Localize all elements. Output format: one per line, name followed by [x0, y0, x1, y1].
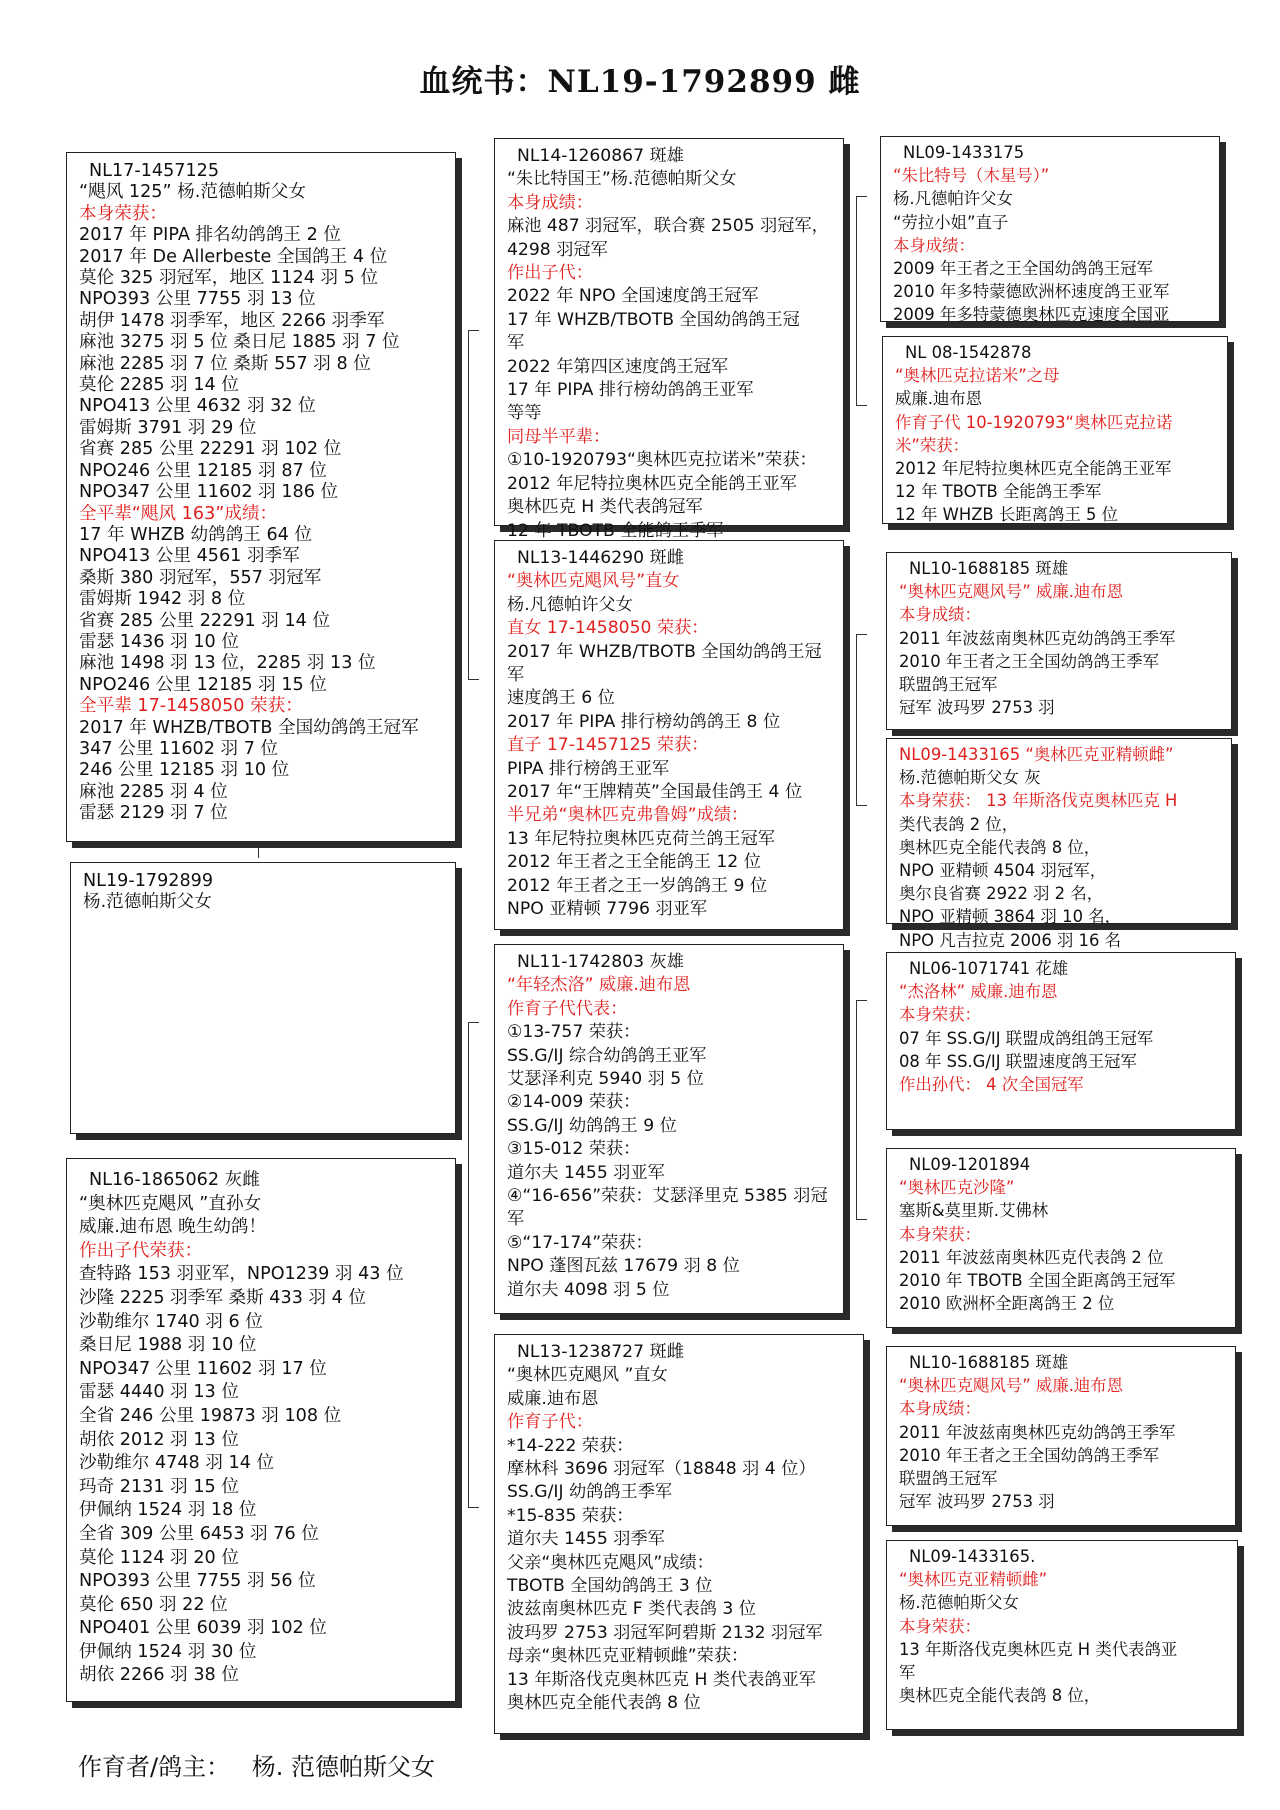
pedigree-line: “朱比特号（木星号）” — [893, 166, 1050, 186]
pedigree-line: 沙勒维尔 4748 羽 14 位 — [79, 1453, 275, 1474]
pedigree-line: 本身荣获： — [899, 1616, 981, 1636]
pedigree-line: 莫伦 2285 羽 14 位 — [79, 375, 239, 396]
pedigree-line: 威廉.迪布恩 — [507, 1388, 599, 1409]
sire-dam-box — [494, 540, 844, 930]
pedigree-line: NPO347 公里 11602 羽 17 位 — [79, 1358, 327, 1379]
pedigree-line: 2010 年王者之王全国幼鸽鸽王季军 — [899, 651, 1160, 671]
breeder-name: 杨. 范德帕斯父女 — [251, 1753, 435, 1781]
pedigree-line: NPO 亚精顿 4504 羽冠军， — [899, 861, 1107, 881]
pedigree-line: 2010 年多特蒙德欧洲杯速度鸽王亚军 — [893, 282, 1170, 302]
pedigree-line: “奥林匹克飓风 ”直孙女 — [79, 1193, 262, 1214]
pedigree-line: 联盟鸽王冠军 — [899, 675, 998, 695]
pedigree-line: SS.G/IJ 综合幼鸽鸽王亚军 — [507, 1045, 707, 1066]
pedigree-line: TBOTB 全国幼鸽鸽王 3 位 — [507, 1576, 713, 1597]
pedigree-line: 246 公里 12185 羽 10 位 — [79, 760, 290, 781]
pedigree-line: 麻池 487 羽冠军，联合赛 2505 羽冠军， — [507, 216, 829, 237]
ring-number: NL09-1433165 “奥林匹克亚精顿雌” — [899, 745, 1174, 764]
pedigree-line: “奥林匹克飓风号” 威廉.迪布恩 — [899, 1376, 1124, 1396]
pedigree-line: 2022 年第四区速度鸽王冠军 — [507, 356, 729, 377]
ring-number: NL09-1433165. — [909, 1547, 1036, 1566]
pedigree-line: NPO246 公里 12185 羽 87 位 — [79, 460, 327, 481]
pedigree-line: 2009 年多特蒙德奥林匹克速度全国亚 — [893, 305, 1170, 325]
connector-ss — [856, 196, 867, 406]
pedigree-line: 17 年 WHZB 幼鸽鸽王 64 位 — [79, 524, 313, 545]
page-title: 血统书：NL19-1792899 雌 — [419, 64, 861, 100]
pedigree-line: 13 年尼特拉奥林匹克荷兰鸽王冠军 — [507, 828, 775, 849]
pedigree-line: 类代表鸽 2 位， — [899, 814, 1019, 834]
pedigree-line: 13 年斯洛伐克奥林匹克 H 类代表鸽亚 — [899, 1639, 1178, 1659]
pedigree-line: NPO413 公里 4632 羽 32 位 — [79, 396, 316, 417]
pedigree-line: 速度鸽王 6 位 — [507, 688, 615, 709]
pedigree-line: 作出子代荣获： — [79, 1240, 203, 1261]
pedigree-line: 2011 年波兹南奥林匹克幼鸽鸽王季军 — [899, 628, 1176, 648]
pedigree-line: 本身荣获： — [899, 1224, 981, 1244]
breeder-label: 作育者/鸽主： — [78, 1753, 231, 1781]
pedigree-line: 杨.范德帕斯父女 — [899, 1593, 1019, 1613]
pedigree-line: NPO 蓬图瓦兹 17679 羽 8 位 — [507, 1256, 740, 1277]
pedigree-line: *14-222 荣获： — [507, 1435, 634, 1456]
pedigree-line: 本身荣获： — [79, 203, 167, 224]
pedigree-line: “朱比特国王”杨.范德帕斯父女 — [507, 169, 737, 190]
pedigree-line: 2010 年 TBOTB 全国全距离鸽王冠军 — [899, 1271, 1176, 1291]
pedigree-line: 作育子代： — [507, 1412, 593, 1433]
pedigree-line: 波玛罗 2753 羽冠军阿碧斯 2132 羽冠军 — [507, 1622, 823, 1643]
pedigree-line: NPO 亚精顿 7796 羽亚军 — [507, 899, 708, 920]
pedigree-line: 12 年 WHZB 长距离鸽王 5 位 — [895, 505, 1119, 525]
pedigree-line: 13 年斯洛伐克奥林匹克 H 类代表鸽亚军 — [507, 1669, 816, 1690]
pedigree-line: 作出孙代： 4 次全国冠军 — [899, 1075, 1084, 1095]
pedigree-line: 母亲“奥林匹克亚精顿雌”荣获： — [507, 1646, 749, 1667]
pedigree-line: 奥林匹克全能代表鸽 8 位， — [899, 1686, 1101, 1706]
pedigree-line: 省赛 285 公里 22291 羽 14 位 — [79, 610, 331, 631]
pedigree-line: 本身成绩： — [507, 192, 593, 213]
dam-dam-dam-box — [886, 1540, 1238, 1730]
pedigree-line: 2011 年波兹南奥林匹克代表鸽 2 位 — [899, 1247, 1164, 1267]
pedigree-line: NPO246 公里 12185 羽 15 位 — [79, 674, 327, 695]
pedigree-line: 半兄弟“奥林匹克弗鲁姆”成绩： — [507, 805, 749, 826]
pedigree-line: 2012 年尼特拉奥林匹克全能鸽王亚军 — [895, 459, 1172, 479]
pedigree-line: 本身成绩： — [899, 605, 981, 625]
pedigree-line: 玛奇 2131 羽 15 位 — [79, 1476, 239, 1497]
pedigree-line: *15-835 荣获： — [507, 1505, 634, 1526]
pedigree-line: 2012 年王者之王一岁鸽鸽王 9 位 — [507, 875, 768, 896]
pedigree-line: NPO 亚精顿 3864 羽 10 名， — [899, 907, 1122, 927]
ring-number: NL10-1688185 斑雄 — [909, 1353, 1069, 1372]
ring-number: NL14-1260867 斑雄 — [517, 146, 684, 166]
ring-number: NL06-1071741 花雄 — [909, 959, 1069, 978]
ring-number: NL10-1688185 斑雄 — [909, 559, 1069, 578]
pedigree-line: 艾瑟泽利克 5940 羽 5 位 — [507, 1069, 704, 1090]
dam-box — [66, 1158, 456, 1702]
pedigree-line: 军 — [507, 333, 525, 354]
pedigree-line: 作出子代： — [507, 263, 593, 284]
pedigree-line: 军 — [899, 1663, 916, 1683]
pedigree-line: 雷姆斯 1942 羽 8 位 — [79, 589, 246, 610]
pedigree-line: 沙隆 2225 羽季军 桑斯 433 羽 4 位 — [79, 1287, 367, 1308]
dam-dam-sire-box — [886, 1346, 1236, 1526]
pedigree-line: 米”荣获： — [895, 435, 970, 455]
pedigree-line: 本身成绩： — [899, 1399, 981, 1419]
pedigree-line: ①10-1920793“奥林匹克拉诺米”荣获： — [507, 450, 817, 471]
pedigree-line: 奥林匹克 H 类代表鸽冠军 — [507, 497, 703, 518]
subject-box — [70, 862, 456, 1134]
pedigree-line: NPO401 公里 6039 羽 102 位 — [79, 1618, 327, 1639]
pedigree-line: 查特路 153 羽亚军，NPO1239 羽 43 位 — [79, 1264, 404, 1285]
pedigree-line: NPO413 公里 4561 羽季军 — [79, 546, 300, 567]
pedigree-line: 347 公里 11602 羽 7 位 — [79, 738, 279, 759]
pedigree-line: ①13-757 荣获： — [507, 1022, 641, 1043]
pedigree-line: ②14-009 荣获： — [507, 1092, 641, 1113]
pedigree-line: “奥林匹克飓风号”直女 — [507, 571, 680, 592]
pedigree-line: 作育子代 10-1920793“奥林匹克拉诺 — [895, 412, 1173, 432]
pedigree-line: 2017 年 PIPA 排行榜幼鸽鸽王 8 位 — [507, 711, 781, 732]
ring-number: NL09-1201894 — [909, 1155, 1031, 1174]
pedigree-line: “奥林匹克沙隆” — [899, 1178, 1015, 1198]
sire-sire-box — [494, 138, 844, 541]
pedigree-line: 2010 欧洲杯全距离鸽王 2 位 — [899, 1294, 1115, 1314]
pedigree-line: 胡伊 1478 羽季军，地区 2266 羽季军 — [79, 310, 385, 331]
pedigree-line: 全平辈“飓风 163”成绩： — [79, 503, 278, 524]
dam-dam-box — [494, 1334, 864, 1734]
pedigree-line: 2010 年王者之王全国幼鸽鸽王季军 — [899, 1445, 1160, 1465]
connector-sire — [468, 330, 479, 680]
dam-sire-dam-box — [886, 1148, 1236, 1328]
pedigree-line: 道尔夫 1455 羽亚军 — [507, 1162, 665, 1183]
pedigree-line: 2017 年“王牌精英”全国最佳鸽王 4 位 — [507, 782, 803, 803]
pedigree-line: ③15-012 荣获： — [507, 1139, 641, 1160]
pedigree-line: 摩林科 3696 羽冠军（18848 羽 4 位） — [507, 1459, 816, 1480]
pedigree-line: 雷瑟 4440 羽 13 位 — [79, 1382, 239, 1403]
ring-number: NL09-1433175 — [903, 143, 1025, 162]
pedigree-line: 本身荣获： — [899, 1005, 981, 1025]
pedigree-line: 雷姆斯 3791 羽 29 位 — [79, 417, 257, 438]
pedigree-line: “奥林匹克飓风 ”直女 — [507, 1365, 668, 1386]
breeder-footer — [78, 1747, 449, 1782]
pedigree-line: “年轻杰洛” 威廉.迪布恩 — [507, 975, 691, 996]
pedigree-line: 雷瑟 1436 羽 10 位 — [79, 631, 239, 652]
pedigree-line: 12 年 TBOTB 全能鸽王季军 — [895, 482, 1102, 502]
pedigree-line: 杨.范德帕斯父女 灰 — [899, 768, 1041, 788]
sire-sire-sire-box — [880, 136, 1220, 325]
pedigree-line: 2017 年 De Allerbeste 全国鸽王 4 位 — [79, 246, 388, 267]
pedigree-line: “杰洛林” 威廉.迪布恩 — [899, 982, 1058, 1002]
pedigree-line: NPO 凡吉拉克 2006 羽 16 名 — [899, 930, 1122, 950]
pedigree-line: 奥林匹克全能代表鸽 8 位 — [507, 1693, 701, 1714]
pedigree-line: 杨.凡德帕许父女 — [893, 189, 1013, 209]
pedigree-line: 杨.范德帕斯父女 — [83, 892, 212, 913]
pedigree-line: 威廉.迪布恩 晚生幼鸽！ — [79, 1217, 267, 1238]
pedigree-line: SS.G/IJ 幼鸽鸽王 9 位 — [507, 1115, 677, 1136]
pedigree-line: “奥林匹克飓风号” 威廉.迪布恩 — [899, 582, 1124, 602]
pedigree-line: 军 — [507, 665, 525, 686]
ring-number: NL13-1446290 斑雌 — [517, 548, 684, 568]
pedigree-line: “奥林匹克拉诺米”之母 — [895, 366, 1060, 386]
pedigree-line: 杨.凡德帕许父女 — [507, 594, 633, 615]
pedigree-line: 沙勒维尔 1740 羽 6 位 — [79, 1311, 263, 1332]
pedigree-line: 军 — [507, 1209, 525, 1230]
sire-dam-dam-box — [886, 738, 1232, 950]
pedigree-line: 全平辈 17-1458050 荣获： — [79, 696, 303, 717]
pedigree-line: 莫伦 325 羽冠军，地区 1124 羽 5 位 — [79, 268, 379, 289]
pedigree-line: NPO393 公里 7755 羽 56 位 — [79, 1571, 316, 1592]
pedigree-line: 道尔夫 1455 羽季军 — [507, 1529, 665, 1550]
pedigree-line: 波兹南奥林匹克 F 类代表鸽 3 位 — [507, 1599, 756, 1620]
pedigree-line: 胡依 2012 羽 13 位 — [79, 1429, 239, 1450]
ring-number: NL13-1238727 斑雌 — [517, 1342, 684, 1362]
pedigree-line: 2022 年 NPO 全国速度鸽王冠军 — [507, 286, 759, 307]
pedigree-line: NPO347 公里 11602 羽 186 位 — [79, 482, 339, 503]
dam-sire-box — [494, 944, 844, 1314]
pedigree-line: 4298 羽冠军 — [507, 239, 608, 260]
pedigree-line: 2012 年王者之王全能鸽王 12 位 — [507, 852, 761, 873]
pedigree-line: 全省 309 公里 6453 羽 76 位 — [79, 1523, 319, 1544]
pedigree-line: SS.G/IJ 幼鸽鸽王季军 — [507, 1482, 673, 1503]
pedigree-line: 17 年 PIPA 排行榜幼鸽鸽王亚军 — [507, 380, 754, 401]
pedigree-line: 莫伦 1124 羽 20 位 — [79, 1547, 239, 1568]
pedigree-line: 父亲“奥林匹克飓风”成绩： — [507, 1552, 714, 1573]
pedigree-line: 2011 年波兹南奥林匹克幼鸽鸽王季军 — [899, 1422, 1176, 1442]
pedigree-line: 桑斯 380 羽冠军，557 羽冠军 — [79, 567, 322, 588]
ring-number: NL17-1457125 — [89, 161, 220, 181]
sire-sire-dam-box — [882, 336, 1228, 524]
pedigree-line: 12 年 TBOTB 全能鸽王季军 — [507, 520, 724, 541]
pedigree-line: 省赛 285 公里 22291 羽 102 位 — [79, 439, 342, 460]
pedigree-line: 同母半平辈： — [507, 426, 611, 447]
pedigree-line: 17 年 WHZB/TBOTB 全国幼鸽鸽王冠 — [507, 309, 800, 330]
pedigree-line: 冠军 波玛罗 2753 羽 — [899, 1492, 1055, 1512]
pedigree-line: 奥林匹克全能代表鸽 8 位， — [899, 837, 1101, 857]
pedigree-line: 本身荣获： 13 年斯洛伐克奥林匹克 H — [899, 791, 1178, 811]
pedigree-line: 道尔夫 4098 羽 5 位 — [507, 1279, 670, 1300]
pedigree-line: 本身成绩： — [893, 235, 975, 255]
pedigree-line: PIPA 排行榜鸽王亚军 — [507, 758, 670, 779]
pedigree-line: 奥尔良省赛 2922 羽 2 名， — [899, 884, 1104, 904]
pedigree-line: 作育子代代表： — [507, 998, 628, 1019]
pedigree-line: 麻池 2285 羽 7 位 桑斯 557 羽 8 位 — [79, 353, 371, 374]
pedigree-line: 2009 年王者之王全国幼鸽鸽王冠军 — [893, 259, 1154, 279]
pedigree-line: ⑤“17-174”荣获： — [507, 1232, 653, 1253]
pedigree-line: 直子 17-1457125 荣获： — [507, 735, 709, 756]
pedigree-line: 塞斯&莫里斯.艾佛林 — [899, 1201, 1049, 1221]
pedigree-line: 雷瑟 2129 羽 7 位 — [79, 803, 228, 824]
ring-number: NL11-1742803 灰雄 — [517, 952, 684, 972]
pedigree-line: 直女 17-1458050 荣获： — [507, 618, 709, 639]
connector-ds — [856, 1000, 867, 1220]
pedigree-line: 威廉.迪布恩 — [895, 389, 983, 409]
pedigree-line: ④“16-656”荣获：艾瑟泽里克 5385 羽冠 — [507, 1186, 828, 1207]
pedigree-line: 全省 246 公里 19873 羽 108 位 — [79, 1405, 342, 1426]
pedigree-line: “飓风 125” 杨.范德帕斯父女 — [79, 182, 306, 203]
pedigree-line: 等等 — [507, 403, 542, 424]
pedigree-line: NPO393 公里 7755 羽 13 位 — [79, 289, 316, 310]
pedigree-line: 莫伦 650 羽 22 位 — [79, 1594, 228, 1615]
ring-number: NL16-1865062 灰雌 — [89, 1170, 260, 1190]
connector-sd — [856, 634, 867, 806]
pedigree-line: 2017 年 PIPA 排名幼鸽鸽王 2 位 — [79, 225, 341, 246]
pedigree-line: 麻池 2285 羽 4 位 — [79, 781, 228, 802]
pedigree-line: 桑日尼 1988 羽 10 位 — [79, 1335, 257, 1356]
pedigree-line: 2017 年 WHZB/TBOTB 全国幼鸽鸽王冠 — [507, 641, 822, 662]
dam-sire-sire-box — [886, 952, 1236, 1130]
sire-dam-sire-box — [886, 552, 1232, 730]
pedigree-line: 麻池 1498 羽 13 位，2285 羽 13 位 — [79, 653, 376, 674]
connector-dam — [468, 1022, 479, 1508]
pedigree-line: “奥林匹克亚精顿雌” — [899, 1570, 1048, 1590]
pedigree-line: 08 年 SS.G/IJ 联盟速度鸽王冠军 — [899, 1051, 1137, 1071]
pedigree-line: “劳拉小姐”直子 — [893, 212, 1009, 232]
pedigree-line: 联盟鸽王冠军 — [899, 1469, 998, 1489]
pedigree-line: 07 年 SS.G/IJ 联盟成鸽组鸽王冠军 — [899, 1028, 1154, 1048]
pedigree-line: 胡依 2266 羽 38 位 — [79, 1665, 239, 1686]
ring-number: NL19-1792899 — [83, 871, 214, 891]
pedigree-line: 2012 年尼特拉奥林匹克全能鸽王亚军 — [507, 473, 797, 494]
pedigree-line: 麻池 3275 羽 5 位 桑日尼 1885 羽 7 位 — [79, 332, 400, 353]
sire-box — [66, 152, 456, 842]
pedigree-line: 2017 年 WHZB/TBOTB 全国幼鸽鸽王冠军 — [79, 717, 419, 738]
pedigree-line: 冠军 波玛罗 2753 羽 — [899, 698, 1055, 718]
pedigree-line: 伊佩纳 1524 羽 18 位 — [79, 1500, 257, 1521]
ring-number: NL 08-1542878 — [905, 343, 1032, 362]
pedigree-line: 伊佩纳 1524 羽 30 位 — [79, 1641, 257, 1662]
